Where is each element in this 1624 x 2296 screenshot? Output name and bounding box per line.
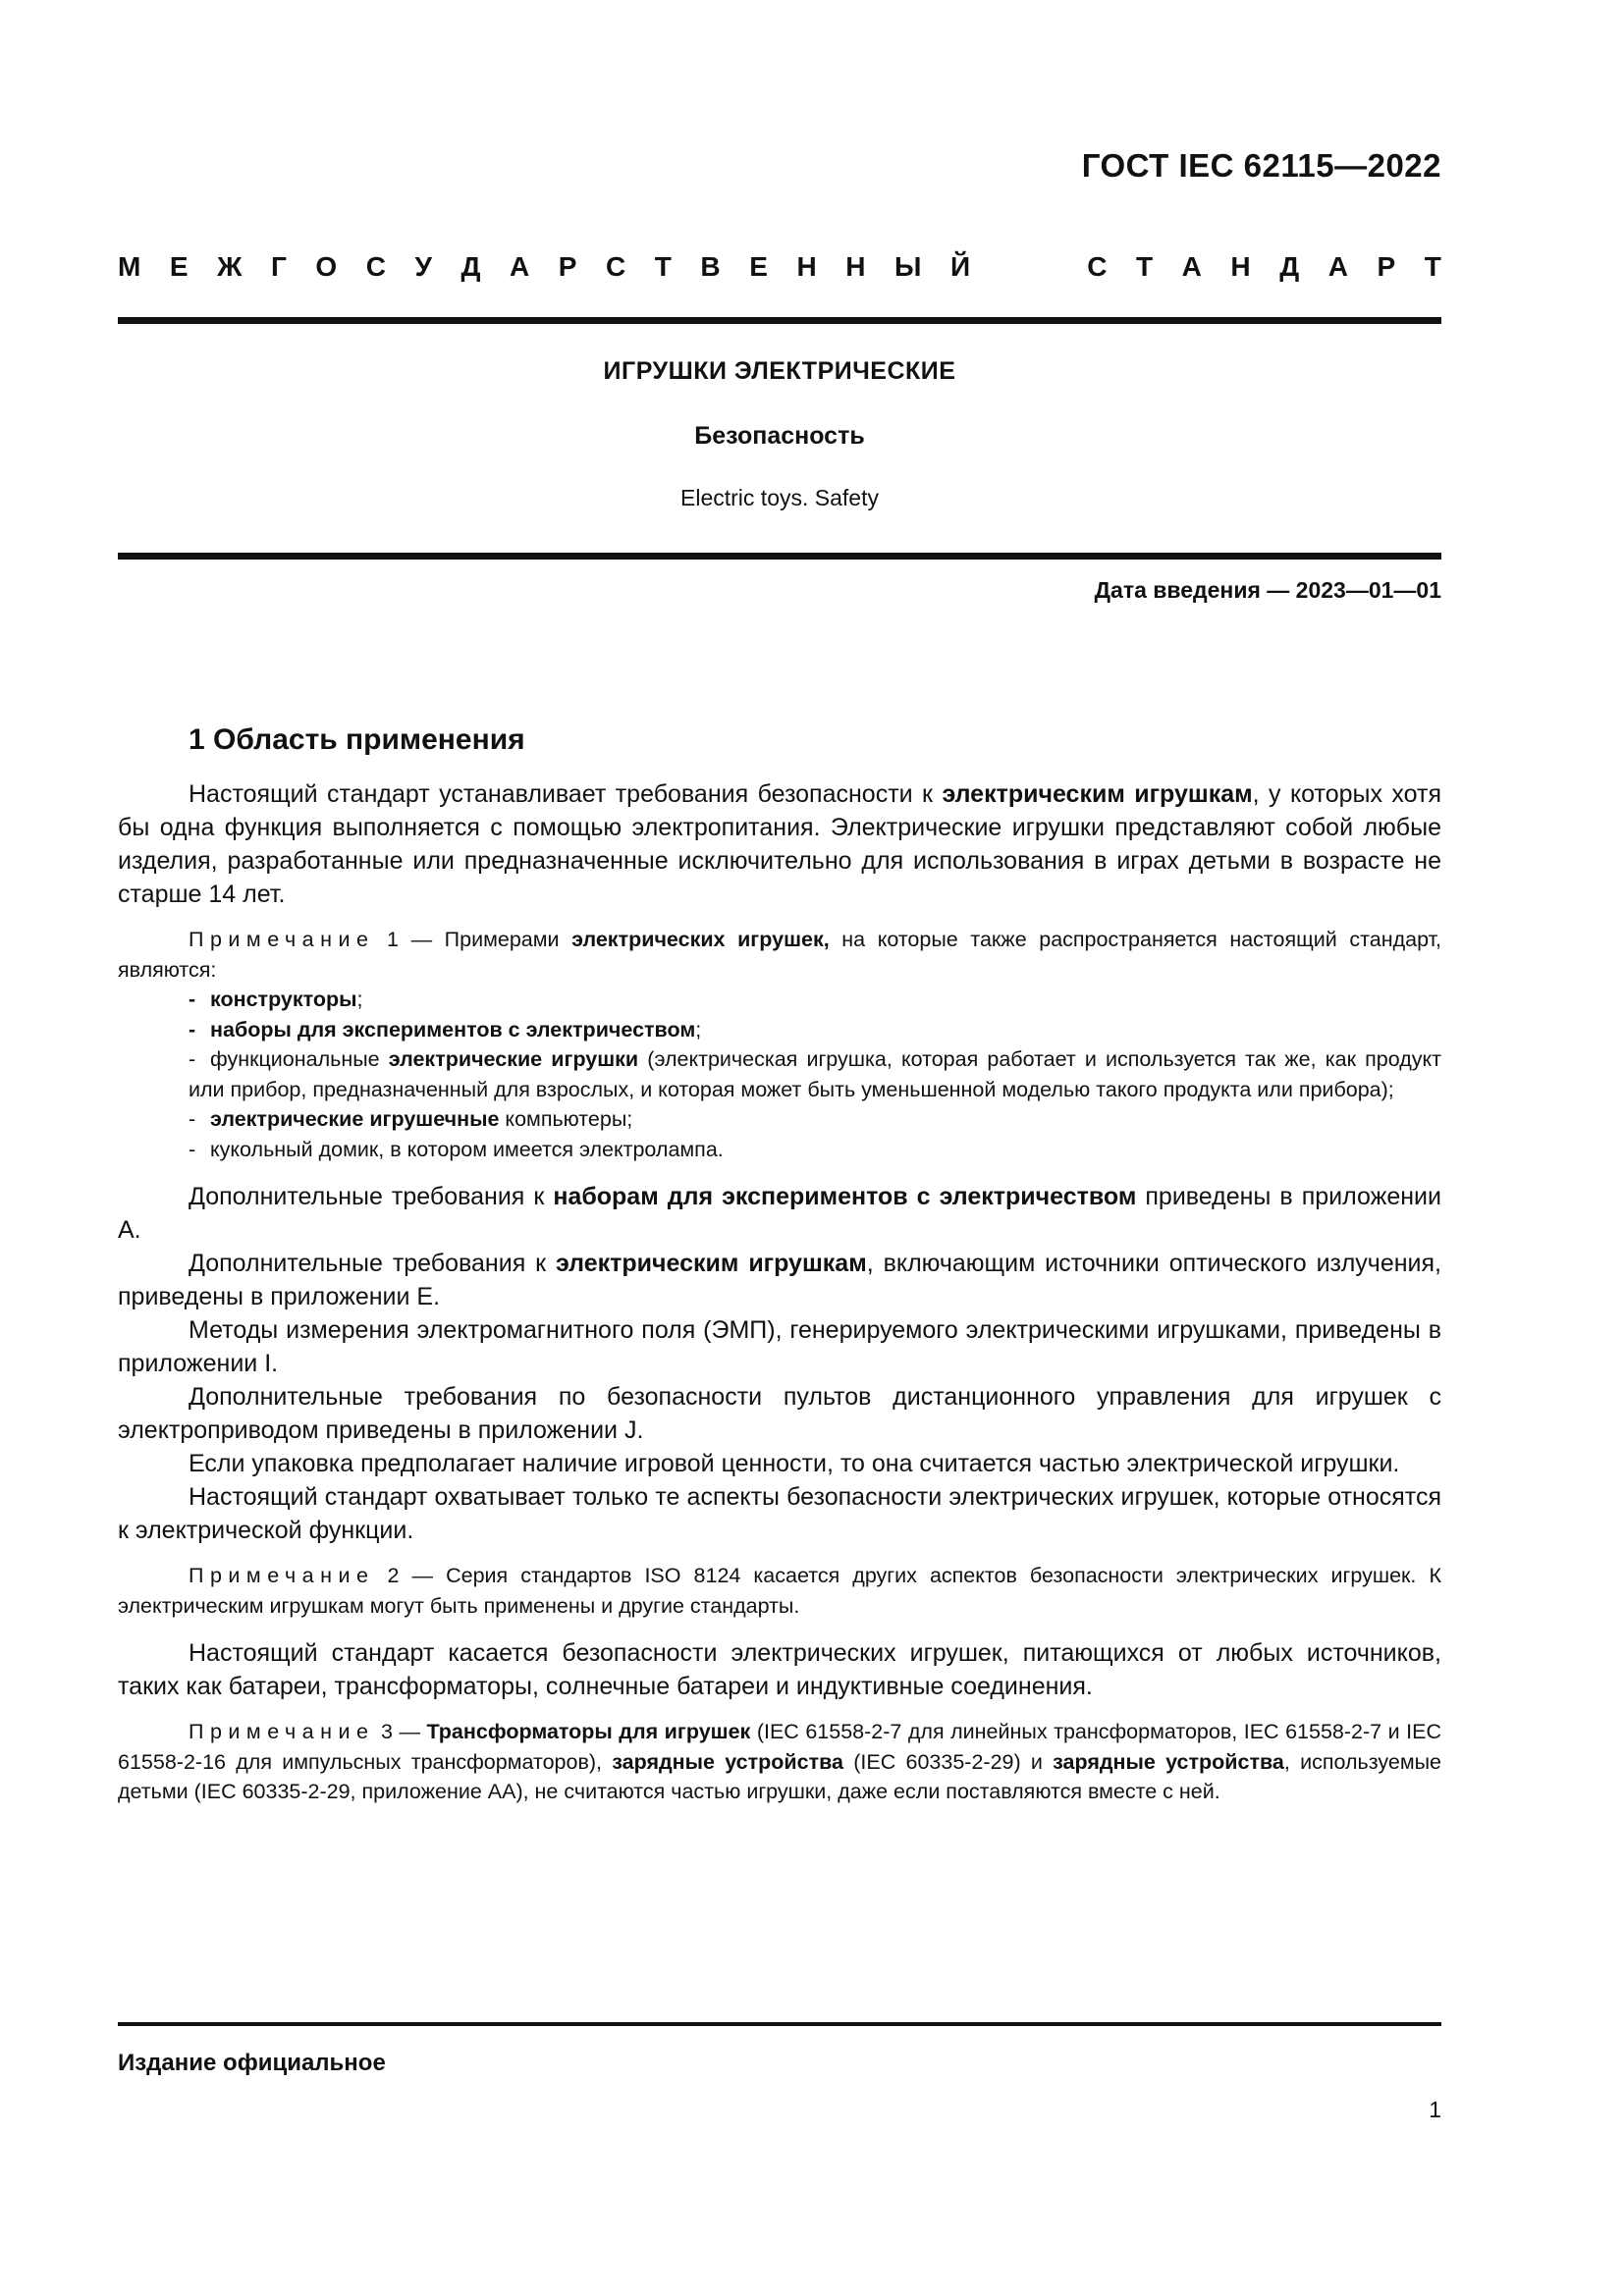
- note-label: Примечание: [189, 1720, 375, 1743]
- interstate-letter: Н: [796, 251, 817, 282]
- introduction-date: Дата введения — 2023—01—01: [1094, 577, 1441, 603]
- list-item: - функциональные электрические игрушки (электрическая игрушка, которая работает и используется так же, как продукт или прибор, предназначенный для взрослых, и которая может быть уменьшенной моделью такого продукта или прибора);: [118, 1044, 1441, 1104]
- interstate-letter: Н: [845, 251, 866, 282]
- word-gap: [1000, 251, 1058, 283]
- list-item: - электрические игрушечные компьютеры;: [118, 1104, 1441, 1135]
- interstate-letter: С: [1087, 251, 1108, 282]
- standard-id: ГОСТ IEC 62115—2022: [1081, 147, 1441, 184]
- interstate-letter: Й: [949, 251, 971, 282]
- interstate-letter: Н: [1230, 251, 1251, 282]
- scope-paragraph-4: Методы измерения электромагнитного поля (ЭМП), генерируемого электрическими игрушками, приведены в приложении I.: [118, 1316, 1441, 1377]
- interstate-letter: Т: [1135, 251, 1154, 282]
- footer-rule: [118, 2022, 1441, 2026]
- interstate-letter: У: [414, 251, 432, 282]
- scope-paragraph-1: Настоящий стандарт устанавливает требования безопасности к электрическим игрушкам, у которых хотя бы одна функция выполняется с помощью электропитания. Электрические игрушки представляют собой любые изделия, разработанные или предназначенные исключительно для использования в играх детьми в возрасте не старше 14 лет.: [118, 780, 1441, 908]
- scope-paragraph-6: Если упаковка предполагает наличие игровой ценности, то она считается частью электрической игрушки.: [189, 1450, 1400, 1477]
- interstate-letter: Г: [270, 251, 287, 282]
- header-rule-bottom: [118, 553, 1441, 560]
- note-3: Примечание 3 — Трансформаторы для игрушек (IEC 61558-2-7 для линейных трансформаторов, IEC 61558-2-7 и IEC 61558-2-16 для импульсных трансформаторов), зарядные устройства (IEC 60335-2-29) и зарядные устройства, используемые детьми (IEC 60335-2-29, приложение AA), не считаются частью игрушки, даже если поставляются вместе с ней.: [118, 1720, 1442, 1803]
- interstate-letter: Ы: [894, 251, 922, 282]
- page-number: 1: [1429, 2097, 1441, 2122]
- list-dash: -: [189, 1107, 196, 1131]
- list-dash: -: [189, 1137, 196, 1161]
- list-item: - конструкторы;: [118, 985, 1441, 1015]
- official-edition-label: Издание официальное: [118, 2050, 386, 2076]
- interstate-letter: Р: [1377, 251, 1396, 282]
- interstate-letter: Д: [1279, 251, 1300, 282]
- list-item: - кукольный домик, в котором имеется электролампа.: [118, 1135, 1441, 1165]
- document-title-english: Electric toys. Safety: [680, 485, 879, 510]
- interstate-letter: С: [605, 251, 626, 282]
- list-dash: -: [189, 988, 196, 1011]
- interstate-letter: М: [118, 251, 141, 282]
- interstate-letter: Т: [654, 251, 672, 282]
- interstate-letter: С: [365, 251, 386, 282]
- document-title: ИГРУШКИ ЭЛЕКТРИЧЕСКИЕ: [603, 357, 956, 385]
- interstate-letter: Р: [558, 251, 577, 282]
- interstate-letter: Т: [1424, 251, 1441, 282]
- list-dash: -: [189, 1047, 196, 1071]
- header-rule-top: [118, 317, 1441, 324]
- note-label: Примечание: [189, 928, 375, 951]
- interstate-letter: А: [509, 251, 530, 282]
- note-2: Примечание 2 — Серия стандартов ISO 8124 касается других аспектов безопасности электрических игрушек. К электрическим игрушкам могут быть применены и другие стандарты.: [118, 1564, 1441, 1618]
- list-dash: -: [189, 1017, 196, 1041]
- section-scope: [118, 721, 1441, 1807]
- note-1: Примечание 1 — Примерами электрических игрушек, на которые также распространяется настоящий стандарт, являются:: [118, 928, 1442, 982]
- section-heading: 1 Область применения: [189, 723, 525, 756]
- document-subtitle: Безопасность: [694, 422, 865, 450]
- scope-paragraph-8: Настоящий стандарт касается безопасности электрических игрушек, питающихся от любых источников, таких как батареи, трансформаторы, солнечные батареи и индуктивные соединения.: [118, 1639, 1441, 1700]
- interstate-letter: Ж: [217, 251, 243, 282]
- interstate-letter: А: [1327, 251, 1348, 282]
- list-item: - наборы для экспериментов с электричеством;: [118, 1015, 1441, 1045]
- scope-paragraph-3: Дополнительные требования к электрическим игрушкам, включающим источники оптического излучения, приведены в приложении Е.: [118, 1250, 1441, 1310]
- note-label: Примечание: [189, 1564, 375, 1587]
- interstate-letter: А: [1181, 251, 1202, 282]
- interstate-letter: О: [315, 251, 338, 282]
- interstate-letter: Е: [749, 251, 768, 282]
- interstate-letter: Д: [460, 251, 481, 282]
- interstate-letter: Е: [169, 251, 189, 282]
- scope-paragraph-2: Дополнительные требования к наборам для экспериментов с электричеством приведены в приложении А.: [118, 1183, 1441, 1244]
- interstate-standard-heading: [118, 251, 1441, 283]
- note-1-list: [118, 985, 1441, 1164]
- scope-paragraph-5: Дополнительные требования по безопасности пультов дистанционного управления для игрушек с электроприводом приведены в приложении J.: [118, 1383, 1441, 1444]
- scope-paragraph-7: Настоящий стандарт охватывает только те аспекты безопасности электрических игрушек, которые относятся к электрической функции.: [118, 1483, 1441, 1544]
- interstate-letter: В: [700, 251, 721, 282]
